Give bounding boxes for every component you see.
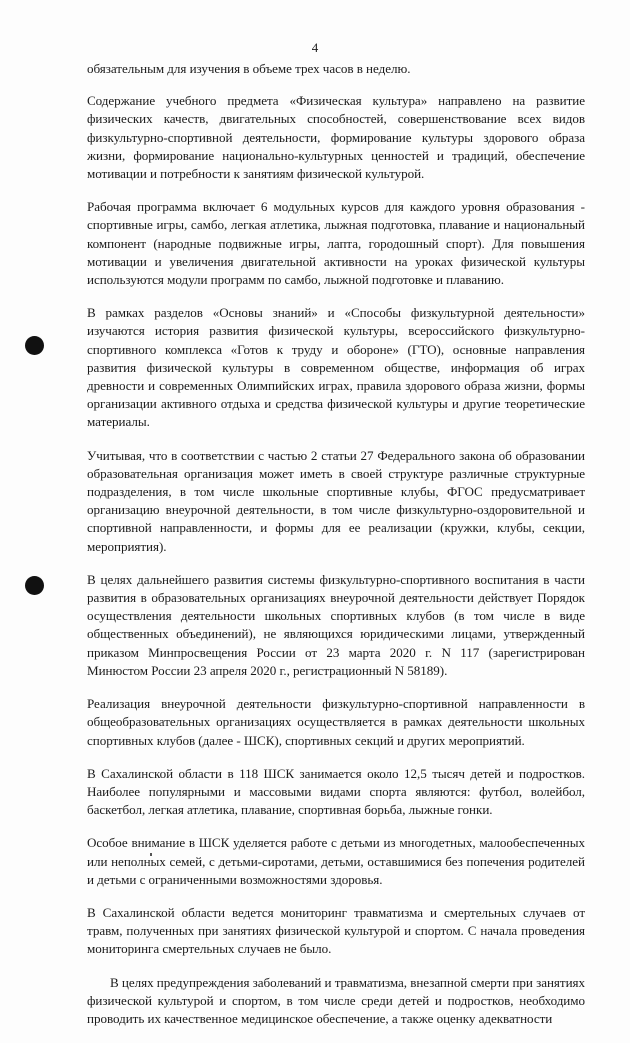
paragraph-sakhalin-clubs: В Сахалинской области в 118 ШСК занимается около 12,5 тысяч детей и подростков. Наиболее популярными и массовыми видами спорта являются: футбол, волейбол, баскетбол, легкая атлетика, плавание, спортивная борьба, лыжные гонки. — [87, 765, 585, 818]
paragraph-continuation: обязательным для изучения в объеме трех часов в неделю. — [87, 61, 411, 76]
paragraph-subject-content: Содержание учебного предмета «Физическая культура» направлено на развитие физических качеств, двигательных способностей, совершенствование всех видов физкультурно-спортивной деятельности, формирование культуры здорового образа жизни, формирование национально-культурных ценностей и традиций, обеспечение мотивации и потребности к занятиям физической культурой. — [87, 93, 585, 182]
document-body — [87, 60, 585, 1043]
paragraph-injury-monitoring: В Сахалинской области ведется мониторинг травматизма и смертельных случаев от травм, полученных при занятиях физической культурой и спортом. С начала проведения мониторинга смертельных случаев не было. — [87, 904, 585, 957]
punch-hole-mark — [25, 576, 44, 595]
page-number: 4 — [311, 40, 319, 55]
paragraph-extracurricular: Реализация внеурочной деятельности физкультурно-спортивной направленности в общеобразовательных организациях осуществляется в рамках деятельности школьных спортивных клубов (далее - ШСК), спортивных секций и других мероприятий. — [87, 696, 585, 748]
paragraph-knowledge-sections: В рамках разделов «Основы знаний» и «Способы физкультурной деятельности» изучаются история развития физической культуры, всероссийского физкультурно-спортивного комплекса «Готов к труду и обороне» (ГТО), основные направления развития физической культуры в современном обществе, информация об играх древности и современных Олимпийских играх, правила здорового образа жизни, формы организации активного отдыха и средства физической культуры и другие теоретические материалы. — [87, 305, 585, 430]
paragraph-work-program: Рабочая программа включает 6 модульных курсов для каждого уровня образования - спортивные игры, самбо, легкая атлетика, лыжная подготовка, плавание и национальный компонент (народные подвижные игры, лапта, городошный спорт). Для повышения мотивации и увеличения двигательной активности на уроках физической культуры используются модули программ по самбо, лыжной подготовке и плаванию. — [87, 199, 585, 288]
paragraph-prevention: В целях предупреждения заболеваний и травматизма, внезапной смерти при занятиях физической культурой и спортом, в том числе среди детей и подростков, необходимо проводить их качественное медицинское обеспечение, а также оценку адекватности — [87, 974, 586, 1026]
paragraph-special-attention: Особое внимание в ШСК уделяется работе с детьми из многодетных, малообеспеченных или неполных семей, с детьми-сиротами, детьми, оставшимися без попечения родителей и детьми с ограниченными возможностями здоровья. — [87, 835, 585, 887]
punch-hole-mark — [25, 336, 44, 355]
paragraph-school-clubs-order: В целях дальнейшего развития системы физкультурно-спортивного воспитания в части развития в образовательных организациях внеурочной деятельности действует Порядок осуществления деятельности школьных спортивных клубов (в том числе в виде общественных объединений), не являющихся юридическими лицами, утвержденный приказом Минпросвещения России от 23 марта 2020 г. N 117 (зарегистрирован Минюстом России 23 апреля 2020 г., регистрационный N 58189). — [87, 571, 585, 678]
paragraph-federal-law: Учитывая, что в соответствии с частью 2 статьи 27 Федерального закона об образовании образовательная организация может иметь в своей структуре различные структурные подразделения, в том числе школьные спортивные клубы, ФГОС предусматривает организацию внеурочной деятельности, в том числе физкультурно-оздоровительной и спортивной направленности, и формы для ее реализации (кружки, клубы, секции, мероприятия). — [87, 447, 585, 554]
